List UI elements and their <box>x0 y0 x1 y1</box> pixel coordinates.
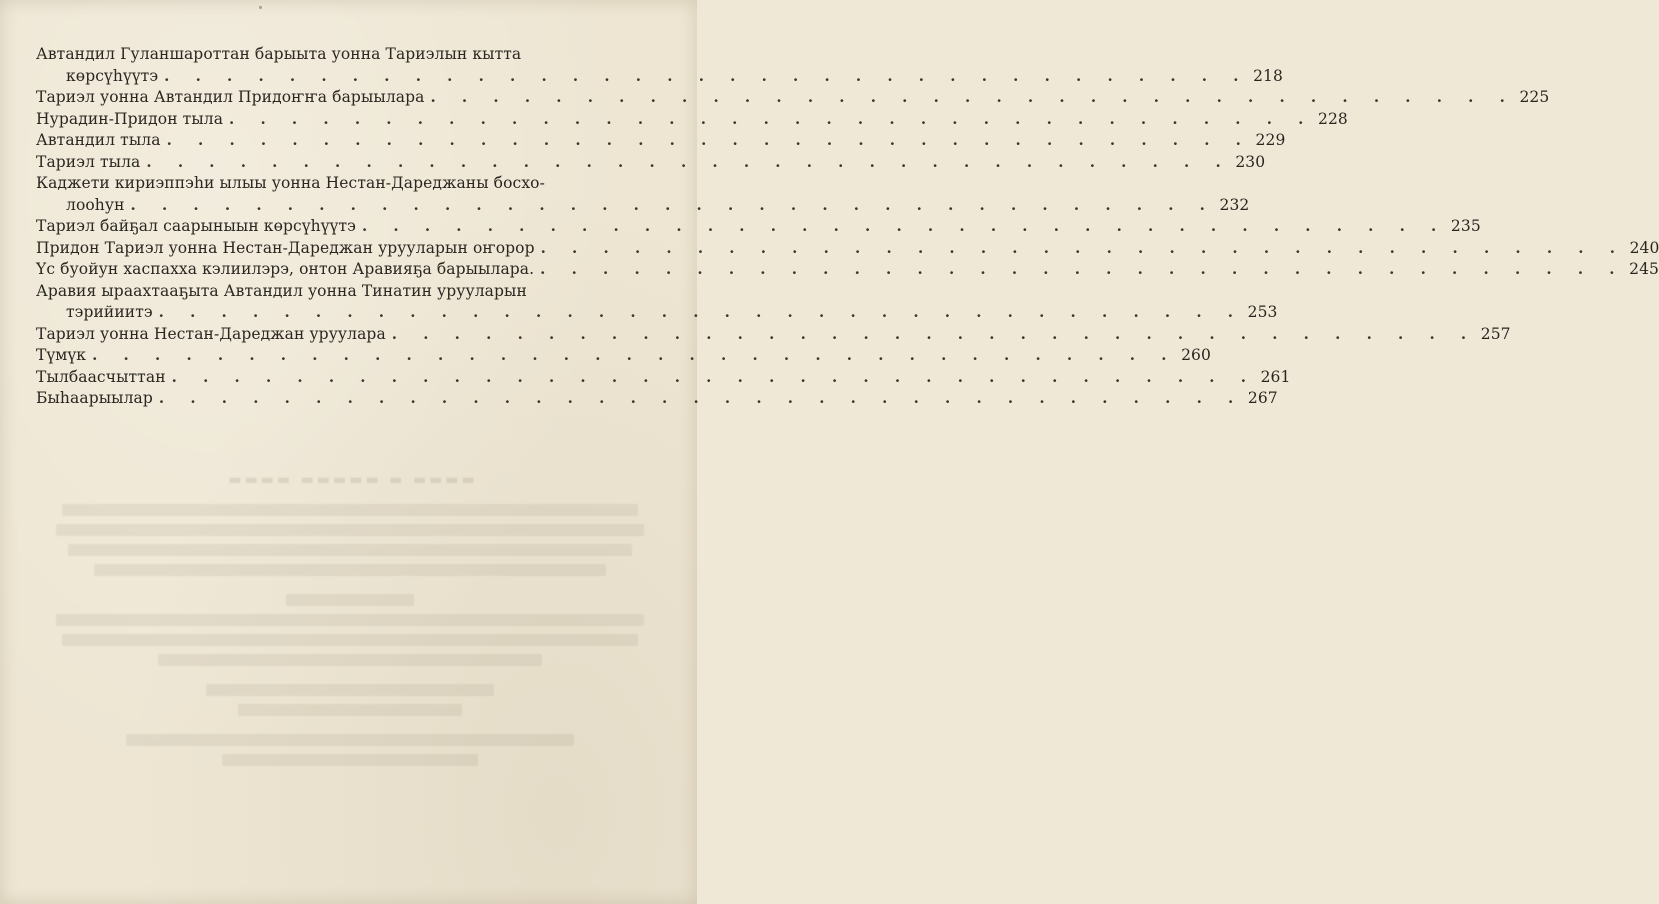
toc-page-number: 230 <box>1235 152 1266 171</box>
toc-entry-title: Тариэл уонна Нестан-Дареджан уруулара <box>36 324 386 343</box>
dot-leader: . . . . . . . . . . . . . . . . . . . . . . . . . . . . . . . . . . . <box>540 238 1626 257</box>
toc-entry-title: Түмүк <box>36 346 87 364</box>
toc-page-number: 225 <box>1519 88 1550 106</box>
toc-entry-line <box>36 324 1511 346</box>
toc-entry-title: Автандил тыла <box>36 131 161 149</box>
toc-entry-title: Аравия ыраахтааҕыта Автандил уонна Тинатин урууларын <box>36 281 527 300</box>
toc-entry <box>36 367 1291 389</box>
toc-entry <box>36 281 1278 324</box>
dot-leader: . . . . . . . . . . . . . . . . . . . . . . . . . . . . . . . . . . . <box>92 346 1177 364</box>
toc-entry <box>36 216 1481 238</box>
toc-entry-line <box>36 195 1250 217</box>
toc-page-number: 218 <box>1253 66 1283 85</box>
dot-leader: . . . . . . . . . . . . . . . . . . . . . . . . . . . . . . . . . . . <box>164 66 1249 85</box>
paper-speck <box>259 6 262 9</box>
toc-entry-line <box>36 130 1286 152</box>
toc-entry-line <box>36 302 1278 324</box>
toc-entry-title: Үс буойун хаспахха кэлиилэрэ, онтон Аравияҕа барыылара. <box>36 260 535 278</box>
bleed-line <box>56 614 645 626</box>
toc-entry-line <box>36 238 1659 260</box>
toc-entry <box>36 259 1659 281</box>
toc-entry <box>36 388 1278 410</box>
toc-entry <box>36 44 1283 87</box>
toc-entry <box>36 109 1348 131</box>
toc-entry-title: Тариэл уонна Автандил Придоҥҥа барыылара <box>36 88 425 106</box>
toc-entry-line <box>36 259 1659 281</box>
toc-entry-line <box>36 216 1481 238</box>
bleed-line <box>222 754 478 766</box>
table-of-contents <box>36 44 1659 410</box>
toc-page-number: 235 <box>1450 217 1481 235</box>
toc-entry-title: Быһаарыылар <box>36 389 153 407</box>
dot-leader: . . . . . . . . . . . . . . . . . . . . . . . . . . . . . . . . . . . <box>158 389 1244 407</box>
toc-entry-title: Автандил Гуланшароттан барыыта уонна Тариэлын кытта <box>36 45 522 63</box>
bleed-line <box>158 654 542 666</box>
toc-entry-line <box>36 109 1348 131</box>
toc-entry <box>36 238 1659 260</box>
toc-entry-line <box>36 388 1278 410</box>
toc-entry-line <box>36 87 1550 109</box>
dot-leader: . . . . . . . . . . . . . . . . . . . . . . . . . . . . . . . . . . . <box>540 260 1626 278</box>
toc-page-number: 245 <box>1629 260 1659 278</box>
dot-leader: . . . . . . . . . . . . . . . . . . . . . . . . . . . . . . . . . . . <box>361 217 1447 235</box>
dot-leader: . . . . . . . . . . . . . . . . . . . . . . . . . . . . . . . . . . . <box>166 131 1252 149</box>
bleed-title-block: ▬▬▬▬ ▬ ▬▬▬▬▬ ▬▬▬▬ <box>225 472 475 488</box>
toc-page-number: 228 <box>1318 109 1348 128</box>
bleed-line <box>68 544 631 556</box>
dot-leader: . . . . . . . . . . . . . . . . . . . . . . . . . . . . . . . . . . . <box>430 88 1516 106</box>
toc-entry-line <box>36 152 1266 174</box>
bleed-line <box>126 734 574 746</box>
toc-entry-title: Придон Тариэл уонна Нестан-Дареджан урууларын оҥорор <box>36 238 535 257</box>
toc-page-number: 267 <box>1247 389 1278 407</box>
toc-entry-title: Каджети кириэппэһи ылыы уонна Нестан-Дареджаны босхо- <box>36 174 545 192</box>
bleed-line <box>62 634 638 646</box>
toc-entry <box>36 87 1550 109</box>
toc-entry <box>36 152 1266 174</box>
toc-page-number: 261 <box>1260 367 1291 386</box>
toc-entry <box>36 173 1250 216</box>
toc-entry-line <box>36 66 1283 88</box>
bleed-line <box>286 594 414 606</box>
toc-page-number: 232 <box>1219 195 1250 214</box>
reverse-side-bleed-through <box>30 470 670 830</box>
bleed-line <box>62 504 638 516</box>
toc-entry <box>36 345 1211 367</box>
bleed-line <box>206 684 494 696</box>
bleed-line <box>238 704 462 716</box>
toc-page-number: 257 <box>1480 324 1511 343</box>
bleed-line <box>56 524 645 536</box>
toc-page-number: 260 <box>1181 346 1211 364</box>
toc-entry-title: тэрийиитэ <box>66 303 153 321</box>
toc-entry-title: Тылбаасчыттан <box>36 367 166 386</box>
toc-entry-title: Тариэл тыла <box>36 152 141 171</box>
toc-page-number: 229 <box>1255 131 1286 149</box>
toc-entry-line <box>36 367 1291 389</box>
dot-leader: . . . . . . . . . . . . . . . . . . . . . . . . . . . . . . . . . . . <box>130 195 1216 214</box>
dot-leader: . . . . . . . . . . . . . . . . . . . . . . . . . . . . . . . . . . . <box>229 109 1314 128</box>
dot-leader: . . . . . . . . . . . . . . . . . . . . . . . . . . . . . . . . . . . <box>171 367 1257 386</box>
toc-entry-title: Нурадин-Придон тыла <box>36 109 224 128</box>
toc-entry-line <box>36 345 1211 367</box>
toc-entry-title: лооһун <box>66 195 125 214</box>
bleed-line <box>94 564 606 576</box>
toc-entry <box>36 130 1286 152</box>
dot-leader: . . . . . . . . . . . . . . . . . . . . . . . . . . . . . . . . . . . <box>146 152 1232 171</box>
dot-leader: . . . . . . . . . . . . . . . . . . . . . . . . . . . . . . . . . . . <box>391 324 1477 343</box>
toc-page-number: 240 <box>1629 238 1659 257</box>
dot-leader: . . . . . . . . . . . . . . . . . . . . . . . . . . . . . . . . . . . <box>158 303 1244 321</box>
toc-page-number: 253 <box>1247 303 1278 321</box>
toc-entry-title: Тариэл байҕал саарыныын көрсүһүүтэ <box>36 217 356 235</box>
toc-entry-title: көрсүһүүтэ <box>66 66 159 85</box>
toc-entry <box>36 324 1511 346</box>
